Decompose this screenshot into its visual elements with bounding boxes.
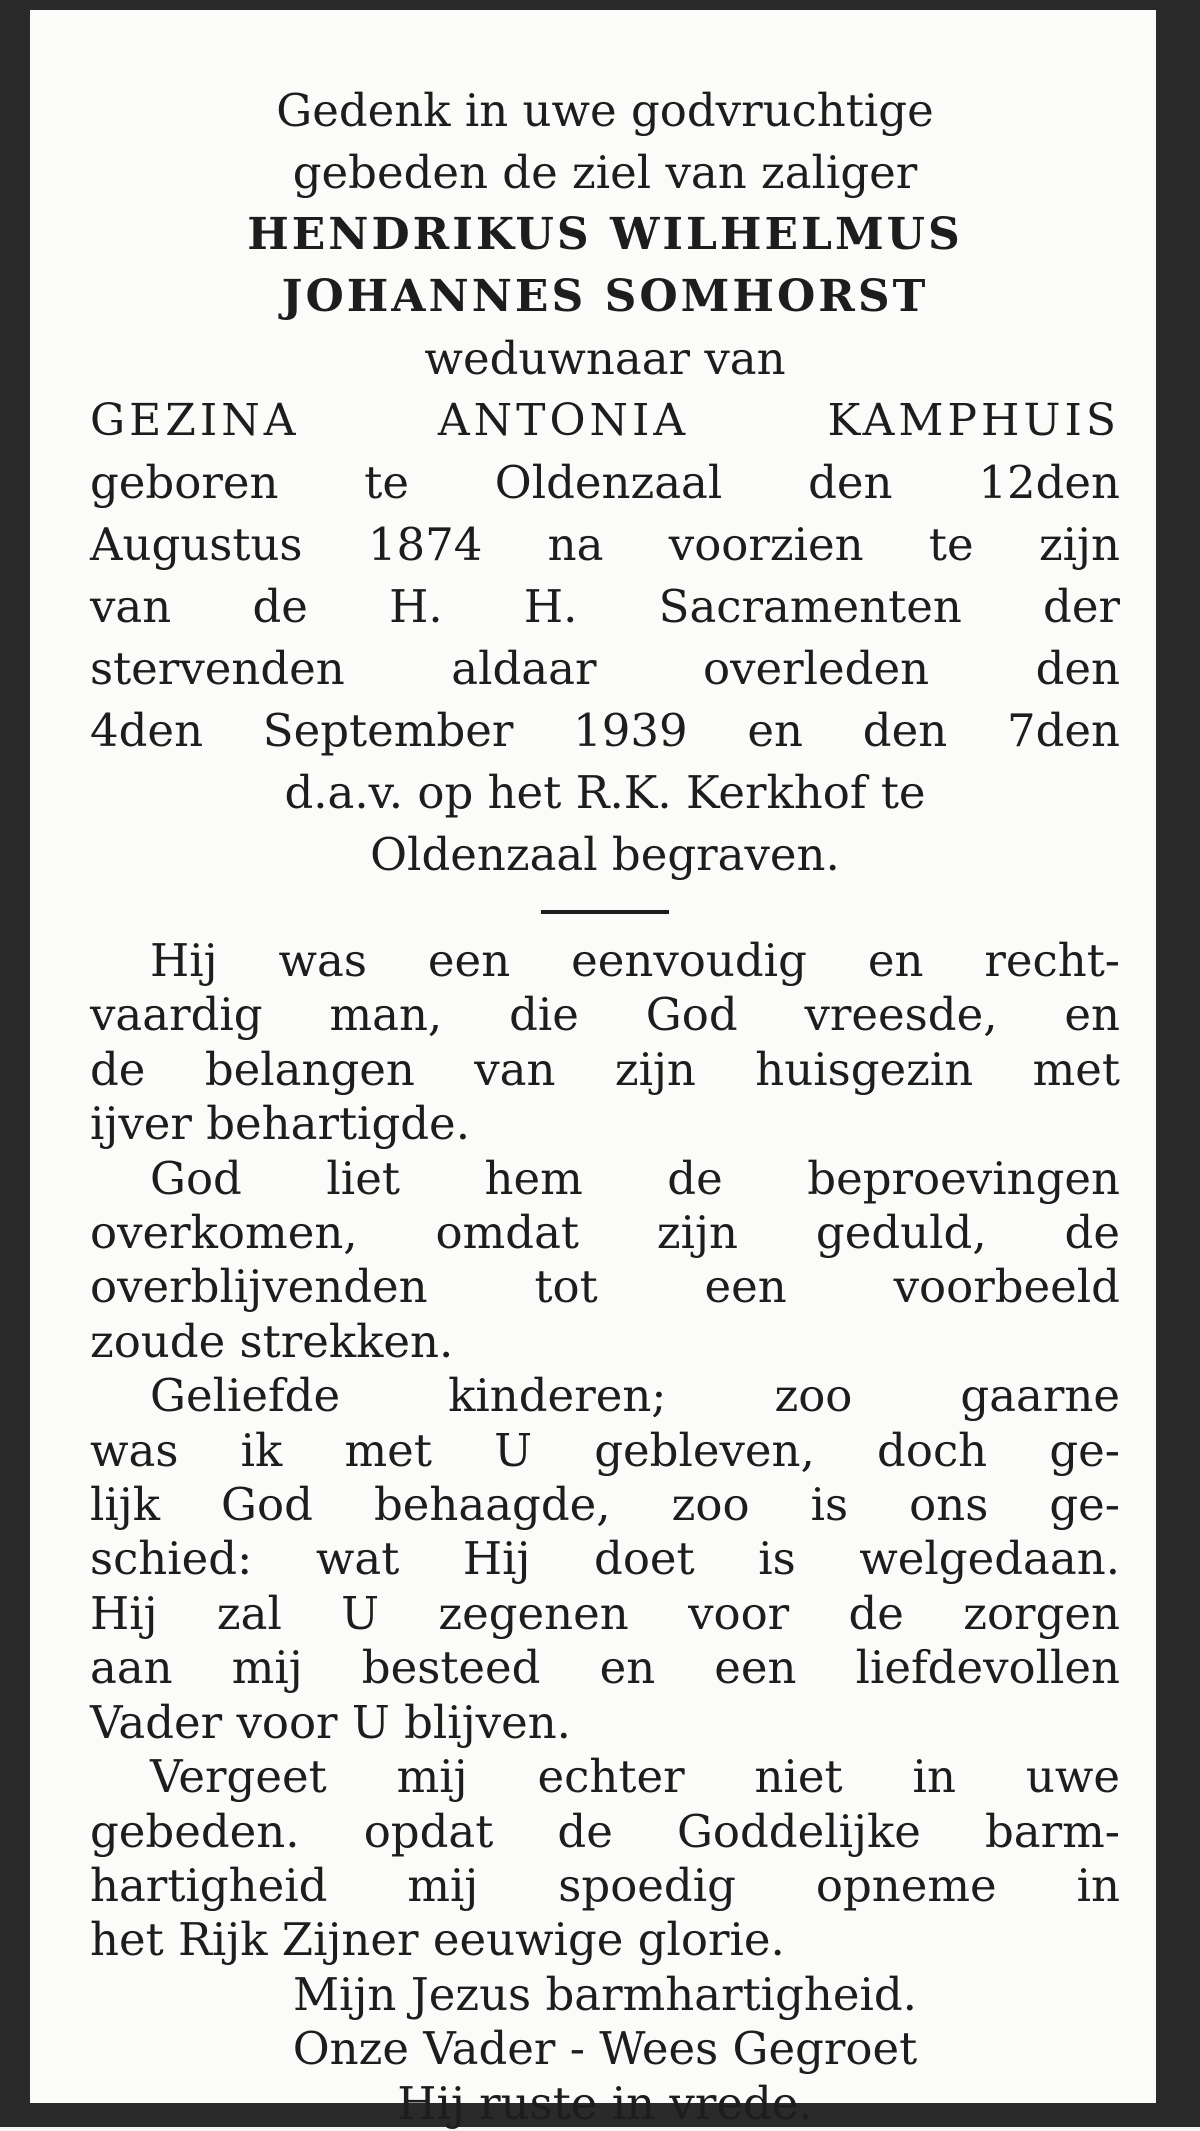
birth-line-2: Augustus 1874 na voorzien te zijn <box>90 518 1120 571</box>
body-line: gebeden. opdat de Goddelijke barm- <box>90 1804 1120 1858</box>
body-line: God liet hem de beproevingen <box>150 1151 1120 1205</box>
body-line: lijk God behaagde, zoo is ons ge- <box>90 1478 1120 1532</box>
death-line-1: stervenden aldaar overleden den <box>90 642 1120 695</box>
closing-line: Hij ruste in vrede. <box>397 2076 813 2130</box>
birth-line-1: geboren te Oldenzaal den 12den <box>90 456 1120 509</box>
burial-line-1: d.a.v. op het R.K. Kerkhof te <box>284 766 926 819</box>
body-line: Vader voor U blijven. <box>90 1695 571 1749</box>
spouse-name: GEZINA ANTONIA KAMPHUIS <box>90 395 1120 446</box>
body-line: Vergeet mij echter niet in uwe <box>150 1750 1120 1804</box>
body-line: overblijvenden tot een voorbeeld <box>90 1260 1120 1314</box>
sacraments-line: van de H. H. Sacramenten der <box>90 580 1120 633</box>
divider-rule <box>541 910 669 914</box>
body-line: zoude strekken. <box>90 1314 454 1368</box>
body-line: ijver behartigde. <box>90 1097 470 1151</box>
intro-line-2: gebeden de ziel van zaliger <box>292 146 918 199</box>
body-line: schied: wat Hij doet is welgedaan. <box>90 1532 1120 1586</box>
body-line: overkomen, omdat zijn geduld, de <box>90 1206 1120 1260</box>
burial-line-2: Oldenzaal begraven. <box>370 828 840 881</box>
body-line: was ik met U gebleven, doch ge- <box>90 1423 1120 1477</box>
deceased-name-line-1: HENDRIKUS WILHELMUS <box>247 209 963 260</box>
intro-line-1: Gedenk in uwe godvruchtige <box>276 84 934 137</box>
card-body <box>90 934 1120 2131</box>
body-line: het Rijk Zijner eeuwige glorie. <box>90 1913 785 1967</box>
body-line: vaardig man, die God vreesde, en <box>90 988 1120 1042</box>
card-text <box>90 80 1120 2131</box>
body-line: Hij was een eenvoudig en recht- <box>150 934 1120 987</box>
death-line-2: 4den September 1939 en den 7den <box>90 704 1120 757</box>
body-line: Geliefde kinderen; zoo gaarne <box>150 1369 1120 1423</box>
card-header <box>90 80 1120 886</box>
body-line: hartigheid mij spoedig opneme in <box>90 1858 1120 1912</box>
prayer-line: Mijn Jezus barmhartigheid. <box>292 1967 917 2021</box>
body-line: de belangen van zijn huisgezin met <box>90 1042 1120 1096</box>
body-line: aan mij besteed en een liefdevollen <box>90 1641 1120 1695</box>
deceased-name-line-2: JOHANNES SOMHORST <box>281 271 929 322</box>
widower-of-line: weduwnaar van <box>424 332 786 385</box>
body-line: Hij zal U zegenen voor de zorgen <box>90 1586 1120 1640</box>
prayer-line: Onze Vader - Wees Gegroet <box>292 2022 918 2076</box>
